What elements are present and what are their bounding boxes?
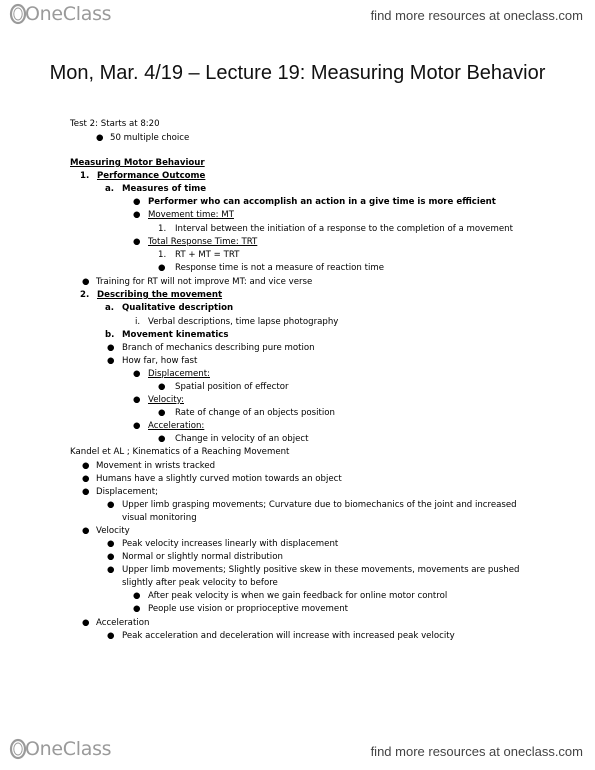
oneclass-logo[interactable]	[9, 3, 111, 25]
oneclass-logo-footer[interactable]	[9, 738, 111, 760]
page-title: Mon, Mar. 4/19 – Lecture 19: Measuring Motor Behavior	[49, 62, 546, 84]
bullet-icon: ●	[133, 369, 141, 379]
list-item: a. Measures of time	[105, 184, 207, 194]
list-item: ● Displacement;	[82, 487, 158, 497]
bullet-icon: ●	[107, 539, 115, 549]
text-line-continuation: visual monitoring	[122, 513, 197, 523]
list-item: 1. Interval between the initiation of a response to the completion of a movement	[158, 224, 513, 234]
bullet-icon: ●	[107, 631, 115, 641]
bullet-icon: ●	[133, 237, 141, 247]
bullet-icon: ●	[96, 133, 104, 143]
bullet-icon: ●	[158, 263, 166, 273]
list-item: ● After peak velocity is when we gain feedback for online motor control	[133, 591, 448, 601]
list-item: ● Performer who can accomplish an action in a give time is more efficient	[133, 197, 496, 207]
bullet-icon: ●	[133, 197, 141, 207]
bullet-icon: ●	[158, 408, 166, 418]
bullet-icon: ●	[133, 210, 141, 220]
text-line-continuation: slightly after peak velocity to before	[122, 578, 278, 588]
bullet-icon: ●	[82, 474, 90, 484]
bullet-icon: ●	[82, 526, 90, 536]
list-item: ● Upper limb grasping movements; Curvature due to biomechanics of the joint and increased	[107, 500, 517, 510]
bullet-icon: ●	[107, 343, 115, 353]
header-tagline-link[interactable]: find more resources at oneclass.com	[370, 8, 583, 23]
bullet-icon: ●	[107, 565, 115, 575]
bullet-icon: ●	[107, 356, 115, 366]
bullet-icon: ●	[133, 591, 141, 601]
list-item: ● Total Response Time: TRT	[133, 237, 258, 247]
section-heading: Measuring Motor Behaviour	[70, 158, 205, 168]
list-item: ● Upper limb movements; Slightly positive skew in these movements, movements are pushed	[107, 565, 520, 575]
list-item: ● Movement in wrists tracked	[82, 461, 216, 471]
bullet-icon: ●	[82, 487, 90, 497]
text-line: Kandel et AL ; Kinematics of a Reaching Movement	[70, 447, 290, 457]
list-item: ● Acceleration:	[133, 421, 205, 431]
list-item: ● Rate of change of an objects position	[158, 408, 335, 418]
list-item: 2. Describing the movement	[80, 290, 223, 300]
list-item: 1. Performance Outcome	[80, 171, 206, 181]
list-item: ● Spatial position of effector	[158, 382, 289, 392]
list-item: a. Qualitative description	[105, 303, 234, 313]
list-item: ● Branch of mechanics describing pure motion	[107, 343, 315, 353]
list-item: ● Training for RT will not improve MT: and vice verse	[82, 277, 313, 287]
text-line: Test 2: Starts at 8:20	[70, 119, 160, 129]
list-item: ● Peak velocity increases linearly with displacement	[107, 539, 339, 549]
bullet-icon: ●	[107, 552, 115, 562]
logo-text: OneClass	[25, 738, 112, 760]
list-item: b. Movement kinematics	[105, 330, 229, 340]
list-item: ● Normal or slightly normal distribution	[107, 552, 283, 562]
logo-text: OneClass	[25, 3, 112, 25]
list-item: ● Peak acceleration and deceleration will increase with increased peak velocity	[107, 631, 455, 641]
bullet-icon: ●	[158, 434, 166, 444]
list-item: ● Velocity	[82, 526, 130, 536]
list-item: ● Response time is not a measure of reaction time	[158, 263, 385, 273]
list-item: ● 50 multiple choice	[96, 133, 190, 143]
bullet-icon: ●	[107, 500, 115, 510]
list-item: ● Velocity:	[133, 395, 184, 405]
footer-tagline-link[interactable]: find more resources at oneclass.com	[370, 744, 583, 759]
list-item: ● Humans have a slightly curved motion towards an object	[82, 474, 342, 484]
bullet-icon: ●	[158, 382, 166, 392]
bullet-icon: ●	[133, 604, 141, 614]
list-item: ● How far, how fast	[107, 356, 198, 366]
bullet-icon: ●	[133, 395, 141, 405]
bullet-icon: ●	[82, 277, 90, 287]
list-item: 1. RT + MT = TRT	[158, 250, 240, 260]
list-item: ● Displacement:	[133, 369, 210, 379]
list-item: ● People use vision or proprioceptive movement	[133, 604, 349, 614]
list-item: i. Verbal descriptions, time lapse photography	[135, 317, 339, 327]
list-item: ● Acceleration	[82, 618, 150, 628]
bullet-icon: ●	[82, 618, 90, 628]
list-item: ● Change in velocity of an object	[158, 434, 309, 444]
bullet-icon: ●	[82, 461, 90, 471]
list-item: ● Movement time: MT	[133, 210, 234, 220]
bullet-icon: ●	[133, 421, 141, 431]
